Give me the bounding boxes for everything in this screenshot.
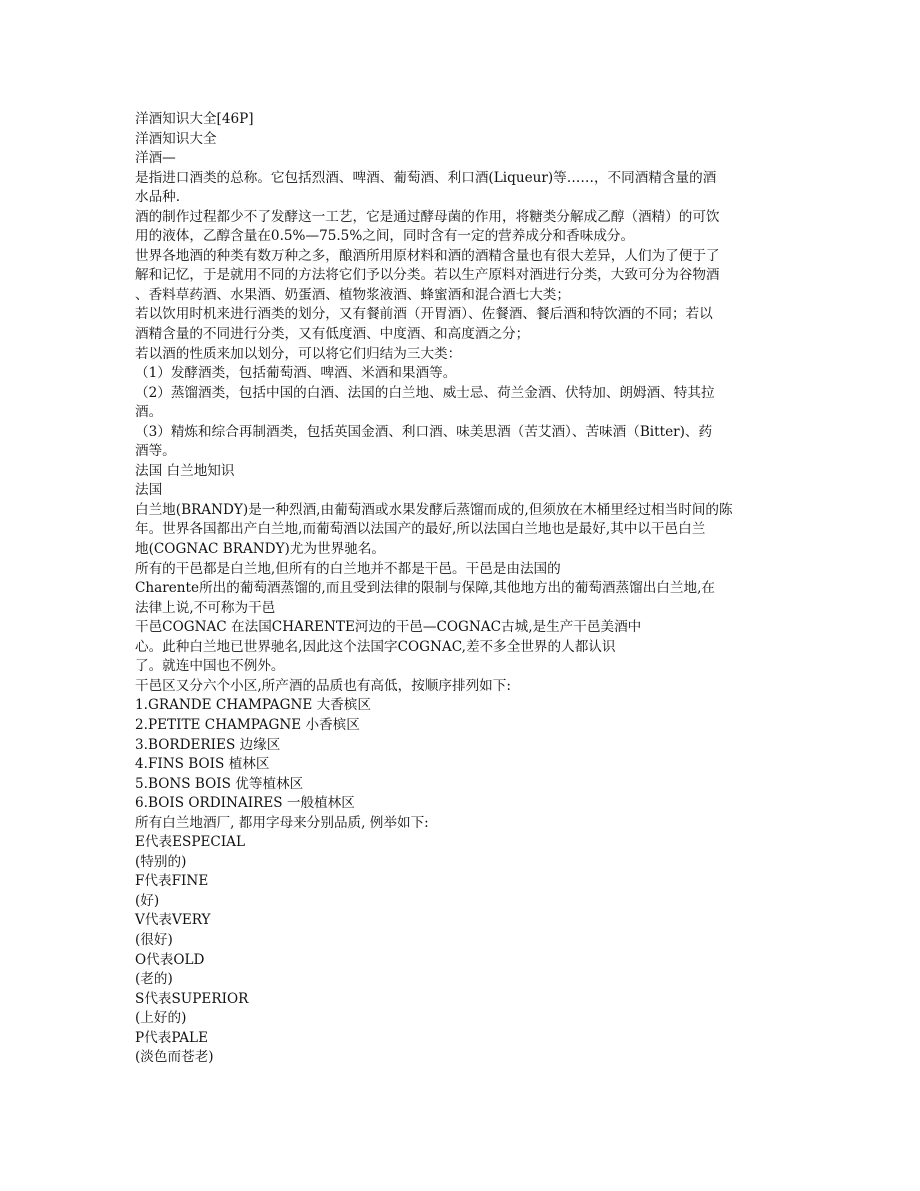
- list-item-category: （2）蒸馏酒类，包括中国的白酒、法国的白兰地、威士忌、荷兰金酒、伏特加、朗姆酒、特其拉: [135, 384, 715, 401]
- doc-subtitle: 洋酒知识大全: [135, 130, 217, 147]
- text-line: 地(COGNAC BRANDY)尤为世界驰名。: [135, 541, 386, 558]
- text-line: 干邑区又分六个小区,所产酒的品质也有高低，按顺序排列如下:: [135, 677, 511, 694]
- text-line: 所有白兰地酒厂, 都用字母来分别品质, 例举如下:: [135, 814, 429, 831]
- grade-letter: V代表VERY: [135, 912, 211, 929]
- grade-letter: P代表PALE: [135, 1029, 208, 1046]
- grade-meaning: (上好的): [135, 1010, 187, 1027]
- text-line: Charente所出的葡萄酒蒸馏的,而且受到法律的限制与保障,其他地方出的葡萄酒蒸馏出白兰地,在: [135, 580, 715, 597]
- region-list-item: 3.BORDERIES 边缘区: [135, 736, 281, 753]
- text-line: 用的液体，乙醇含量在0.5%—75.5%之间，同时含有一定的营养成分和香味成分。: [135, 228, 635, 245]
- text-line: 法律上说,不可称为干邑: [135, 599, 276, 616]
- region-list-item: 6.BOIS ORDINAIRES 一般植林区: [135, 795, 355, 812]
- text-line: 世界各地酒的种类有数万种之多，酿酒所用原材料和酒的酒精含量也有很大差异，人们为了便于了: [135, 247, 720, 264]
- section-heading-yangjiu: 洋酒—: [135, 150, 176, 167]
- list-item-category: （1）发酵酒类，包括葡萄酒、啤酒、米酒和果酒等。: [135, 365, 457, 382]
- text-line: 酒精含量的不同进行分类，又有低度酒、中度酒、和高度酒之分；: [135, 326, 530, 343]
- grade-meaning: (特别的): [135, 853, 187, 870]
- doc-title: 洋酒知识大全[46P]: [135, 111, 254, 127]
- text-line: 心。此种白兰地已世界驰名,因此这个法国字COGNAC,差不多全世界的人都认识: [135, 638, 616, 655]
- text-line: 所有的干邑都是白兰地,但所有的白兰地并不都是干邑。干邑是由法国的: [135, 560, 561, 577]
- grade-letter: S代表SUPERIOR: [135, 990, 249, 1007]
- document-body: [135, 110, 785, 1068]
- text-line: 了。就连中国也不例外。: [135, 658, 285, 675]
- region-list-item: 1.GRANDE CHAMPAGNE 大香槟区: [135, 697, 371, 714]
- grade-letter: F代表FINE: [135, 873, 209, 890]
- text-line: 白兰地(BRANDY)是一种烈酒,由葡萄酒或水果发酵后蒸馏而成的,但须放在木桶里经过相当时间的陈: [135, 501, 733, 518]
- list-item-category: 酒。: [135, 404, 163, 421]
- region-list-item: 5.BONS BOIS 优等植林区: [135, 775, 304, 792]
- grade-meaning: (老的): [135, 971, 173, 988]
- text-line: 年。世界各国都出产白兰地,而葡萄酒以法国产的最好,所以法国白兰地也是最好,其中以干邑白兰: [135, 521, 706, 538]
- region-list-item: 2.PETITE CHAMPAGNE 小香槟区: [135, 716, 360, 733]
- grade-letter: E代表ESPECIAL: [135, 834, 246, 851]
- text-line: 酒的制作过程都少不了发酵这一工艺，它是通过酵母菌的作用，将糖类分解成乙醇（酒精）的可饮: [135, 208, 720, 225]
- text-line: 水品种.: [135, 189, 181, 206]
- grade-letter: O代表OLD: [135, 951, 205, 968]
- text-line: 若以饮用时机来进行酒类的划分，又有餐前酒（开胃酒）、佐餐酒、餐后酒和特饮酒的不同；若以: [135, 306, 713, 323]
- grade-meaning: (好): [135, 892, 160, 909]
- text-line: 若以酒的性质来加以划分，可以将它们归结为三大类：: [135, 345, 462, 362]
- text-line: 是指进口酒类的总称。它包括烈酒、啤酒、葡萄酒、利口酒(Liqueur)等……，不同酒精含量的酒: [135, 169, 717, 186]
- grade-meaning: (很好): [135, 931, 173, 948]
- text-line: 干邑COGNAC 在法国CHARENTE河边的干邑—COGNAC古城,是生产干邑美酒中: [135, 619, 642, 636]
- list-item-category: （3）精炼和综合再制酒类，包括英国金酒、利口酒、味美思酒（苦艾酒）、苦味酒（Bitter)、药: [135, 423, 713, 440]
- region-list-item: 4.FINS BOIS 植林区: [135, 756, 270, 773]
- text-line: 、香料草药酒、水果酒、奶蛋酒、植物浆液酒、蜂蜜酒和混合酒七大类；: [135, 286, 570, 303]
- section-heading-brandy: 法国 白兰地知识: [135, 462, 235, 479]
- grade-meaning: (淡色而苍老): [135, 1049, 214, 1066]
- section-heading-france: 法国: [135, 482, 163, 499]
- text-line: 解和记忆，于是就用不同的方法将它们予以分类。若以生产原料对酒进行分类，大致可分为谷物酒: [135, 267, 720, 284]
- list-item-category: 酒等。: [135, 443, 176, 460]
